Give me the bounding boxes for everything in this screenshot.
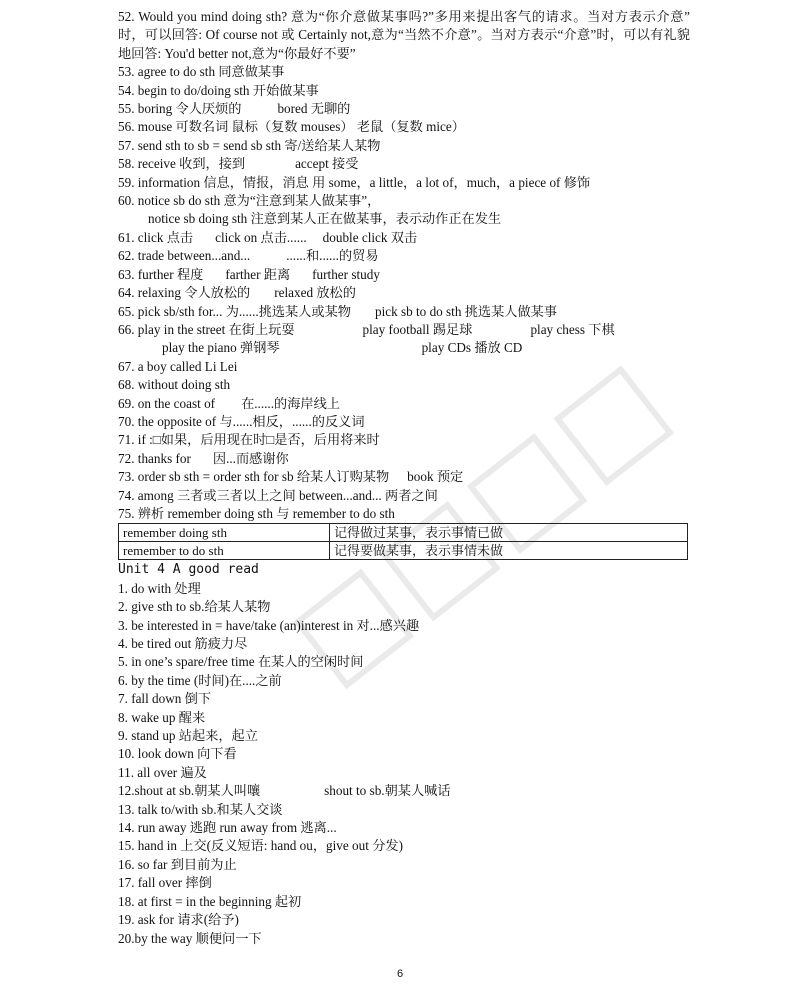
unit4-item-12-b: shout to sb.朝某人喊话 xyxy=(324,783,451,799)
item-69-a: 69. on the coast of xyxy=(118,395,216,411)
table-cell-phrase: remember to do sth xyxy=(119,542,330,560)
item-65 xyxy=(118,303,690,321)
unit4-item-20: 20.by the way 顺便问一下 xyxy=(118,930,262,946)
item-73-a: 73. order sb sth = order sth for sb 给某人订购某物 xyxy=(118,469,390,485)
item-64-a: 64. relaxing 令人放松的 xyxy=(118,285,251,301)
table-cell-phrase: remember doing sth xyxy=(119,524,330,542)
unit4-item-11: 11. all over 遍及 xyxy=(118,764,207,780)
item-61-a: 61. click 点击 xyxy=(118,229,194,245)
item-67: 67. a boy called Li Lei xyxy=(118,358,238,374)
remember-comparison-table xyxy=(118,523,688,560)
item-68: 68. without doing sth xyxy=(118,377,231,393)
item-61-c: double click 双击 xyxy=(322,229,418,245)
item-63-c: further study xyxy=(312,266,380,282)
table-cell-meaning: 记得要做某事，表示事情未做 xyxy=(330,542,688,560)
item-60: 60. notice sb do sth 意为“注意到某人做某事”， xyxy=(118,193,381,209)
table-row xyxy=(119,542,688,560)
table-cell-meaning: 记得做过某事，表示事情已做 xyxy=(330,524,688,542)
unit4-item-3: 3. be interested in = have/take (an)interest in 对...感兴趣 xyxy=(118,617,420,633)
item-60-b: notice sb doing sth 注意到某人正在做某事，表示动作正在发生 xyxy=(148,211,502,227)
unit4-item-15: 15. hand in 上交(反义短语: hand ou，give out 分发) xyxy=(118,838,403,854)
unit4-item-8: 8. wake up 醒来 xyxy=(118,709,206,725)
item-61 xyxy=(118,229,690,247)
item-55-a: 55. boring 令人厌烦的 xyxy=(118,101,242,117)
unit4-item-7: 7. fall down 倒下 xyxy=(118,691,212,707)
item-73 xyxy=(118,468,690,486)
item-66-a: 66. play in the street 在街上玩耍 xyxy=(118,321,295,337)
unit4-item-6: 6. by the time (时间)在....之前 xyxy=(118,672,282,688)
item-65-a: 65. pick sb/sth for... 为......挑选某人或某物 xyxy=(118,303,351,319)
item-69-b: 在......的海岸线上 xyxy=(241,395,340,411)
item-72 xyxy=(118,450,690,468)
item-62-b: ......和......的贸易 xyxy=(286,248,379,264)
unit4-item-2: 2. give sth to sb.给某人某物 xyxy=(118,599,271,615)
item-56: 56. mouse 可数名词 鼠标（复数 mouses） 老鼠（复数 mice） xyxy=(118,119,465,135)
item-55-b: bored 无聊的 xyxy=(277,101,351,117)
item-66-d: play the piano 弹钢琴 xyxy=(162,340,280,356)
item-54: 54. begin to do/doing sth 开始做某事 xyxy=(118,82,319,98)
item-64 xyxy=(118,284,690,302)
item-75: 75. 辨析 remember doing sth 与 remember to do sth xyxy=(118,505,395,521)
unit4-item-16: 16. so far 到目前为止 xyxy=(118,856,237,872)
table-row xyxy=(119,524,688,542)
item-63 xyxy=(118,266,690,284)
item-63-b: farther 距离 xyxy=(225,266,291,282)
item-53: 53. agree to do sth 同意做某事 xyxy=(118,64,285,80)
item-55 xyxy=(118,100,690,118)
unit4-item-12 xyxy=(118,782,690,800)
item-71: 71. if :□如果，后用现在时□是否，后用将来时 xyxy=(118,432,380,448)
item-74: 74. among 三者或三者以上之间 between...and... 两者之间 xyxy=(118,487,438,503)
unit4-item-14: 14. run away 逃跑 run away from 逃离... xyxy=(118,820,337,836)
item-62 xyxy=(118,247,690,265)
item-61-b: click on 点击...... xyxy=(215,229,307,245)
item-58 xyxy=(118,155,690,173)
item-59: 59. information 信息，情报，消息 用 some，a little，a lot of，much，a piece of 修饰 xyxy=(118,174,591,190)
item-58-b: accept 接受 xyxy=(295,156,359,172)
unit4-item-17: 17. fall over 摔倒 xyxy=(118,875,212,891)
item-58-a: 58. receive 收到，接到 xyxy=(118,156,246,172)
unit-4-heading: Unit 4 A good read xyxy=(118,562,259,578)
item-57: 57. send sth to sb = send sb sth 寄/送给某人某物 xyxy=(118,137,381,153)
item-66-second-line xyxy=(118,339,690,357)
item-72-a: 72. thanks for xyxy=(118,450,191,466)
document-page xyxy=(118,8,690,948)
unit4-item-19: 19. ask for 请求(给予) xyxy=(118,912,239,928)
unit4-item-13: 13. talk to/with sb.和某人交谈 xyxy=(118,801,283,817)
item-69 xyxy=(118,395,690,413)
item-66-b: play football 踢足球 xyxy=(362,321,473,337)
item-52: 52. Would you mind doing sth? 意为“你介意做某事吗?”多用来提出客气的请求。当对方表示介意” 时，可以回答: Of course not 或 Certainly not,意为“当然不介意”。当对方表示“介意”时，可以有礼貌地回答: You'd better not,意为“你最好不要” xyxy=(118,9,690,61)
unit4-item-1: 1. do with 处理 xyxy=(118,580,201,596)
page-number: 6 xyxy=(396,968,404,980)
item-66-c: play chess 下棋 xyxy=(530,321,615,337)
item-63-a: 63. further 程度 xyxy=(118,266,204,282)
unit4-item-4: 4. be tired out 筋疲力尽 xyxy=(118,636,248,651)
unit4-item-12-a: 12.shout at sb.朝某人叫嚷 xyxy=(118,783,261,799)
item-66-e: play CDs 播放 CD xyxy=(421,340,523,356)
item-73-b: book 预定 xyxy=(407,469,464,485)
item-72-b: 因...而感谢你 xyxy=(212,450,289,466)
unit4-item-18: 18. at first = in the beginning 起初 xyxy=(118,893,302,909)
item-62-a: 62. trade between...and... xyxy=(118,248,251,264)
item-70: 70. the opposite of 与......相反，......的反义词 xyxy=(118,413,365,429)
item-64-b: relaxed 放松的 xyxy=(274,285,356,301)
item-66 xyxy=(118,321,690,339)
unit4-item-5: 5. in one’s spare/free time 在某人的空闲时间 xyxy=(118,654,364,670)
item-65-b: pick sb to do sth 挑选某人做某事 xyxy=(374,303,558,319)
unit4-item-9: 9. stand up 站起来，起立 xyxy=(118,728,258,744)
unit4-item-10: 10. look down 向下看 xyxy=(118,746,237,762)
